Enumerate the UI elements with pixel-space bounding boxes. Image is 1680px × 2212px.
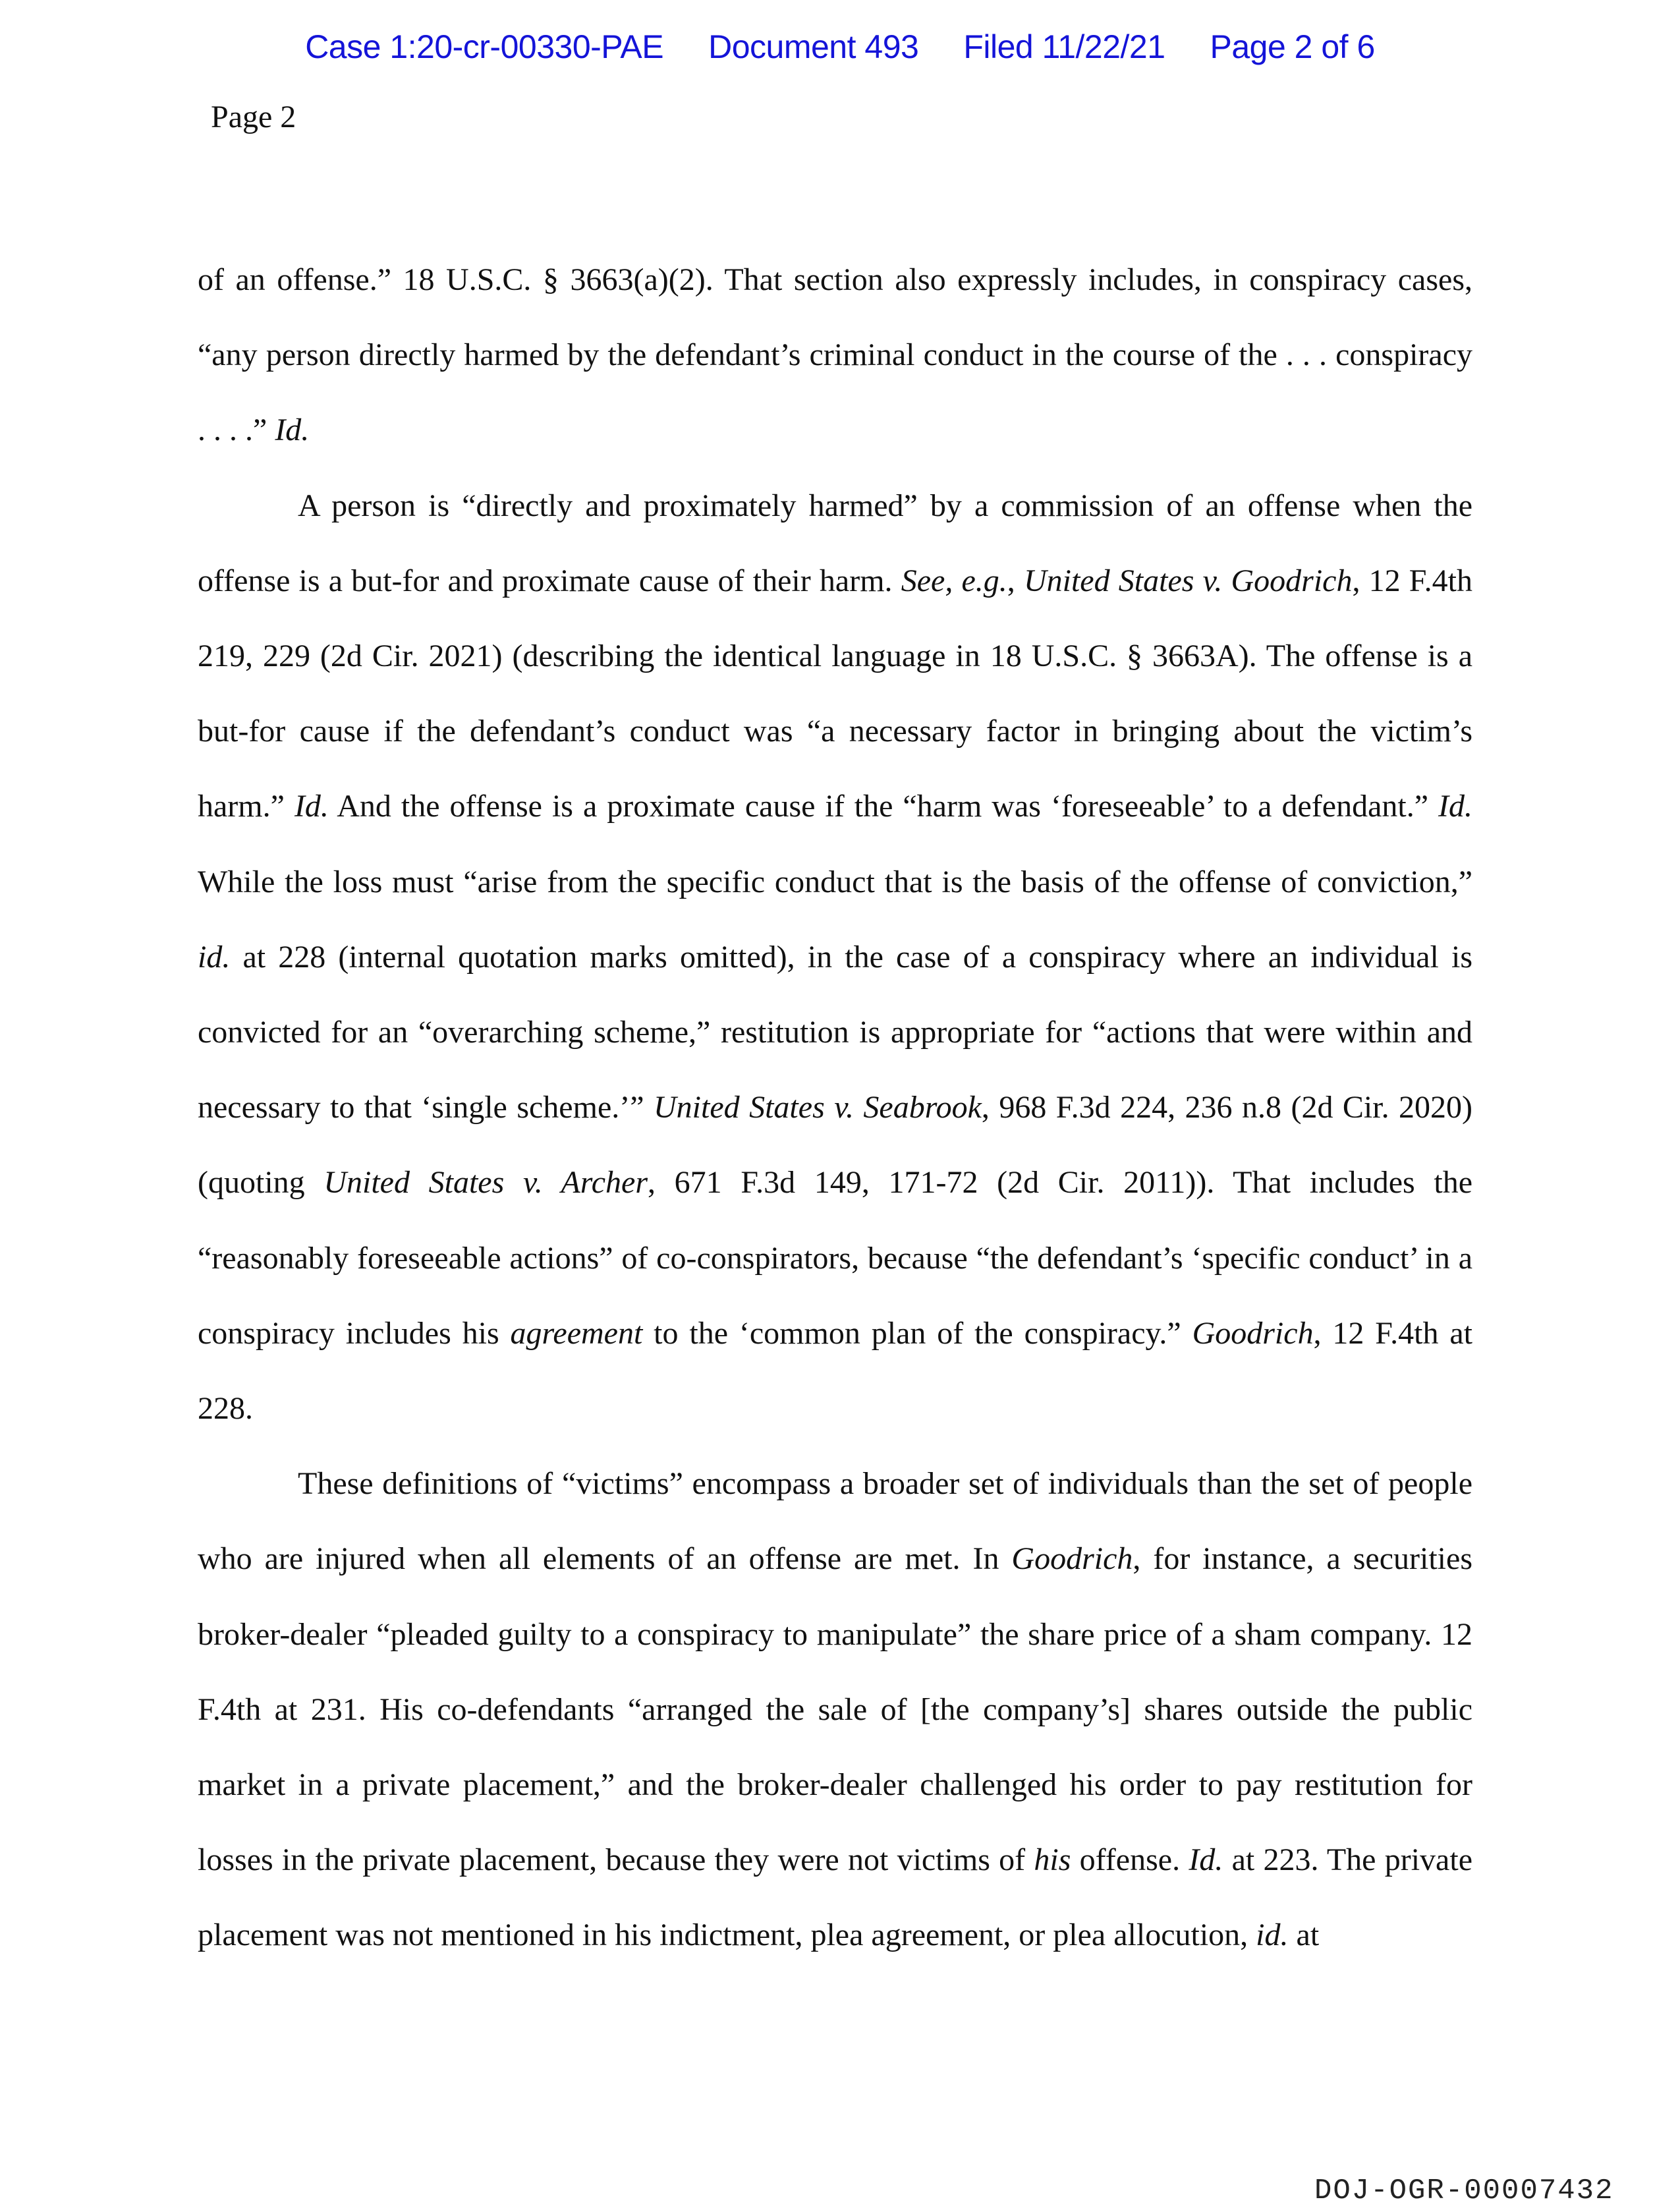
body-text: [198, 242, 1472, 1973]
italic-citation: agreement: [510, 1315, 643, 1351]
italic-citation: Goodrich: [1011, 1541, 1133, 1577]
text-run: , 12 F.4th 219, 229 (2d Cir. 2021) (describing the identical language in 18 U.S.C. § 3663A). The offense is a but-for cause if the defendant’s conduct was “a necessary factor in bringing about the victim’s harm.”: [198, 563, 1472, 824]
ecf-filing-header: [0, 28, 1680, 66]
text-run: of an offense.” 18 U.S.C. § 3663(a)(2). That section also expressly includes, in conspiracy cases, “any person directly harmed by the defendant’s criminal conduct in the course of the . . . conspiracy . . . .”: [198, 262, 1472, 448]
text-run: , 968 F.3d 224, 236 n.8 (2d Cir. 2020) (quoting: [198, 1090, 1473, 1201]
text-run: , 671 F.3d 149, 171-72 (2d Cir. 2011)). That includes the “reasonably foreseeable actions” of co-conspirators, because “the defendant’s ‘specific conduct’ in a conspiracy includes his: [198, 1165, 1473, 1351]
italic-citation: See, e.g.: [901, 563, 1007, 598]
text-run: And the offense is a proximate cause if the “harm was ‘foreseeable’ to a defendant.”: [328, 789, 1439, 824]
text-run: , for instance, a securities broker-dealer “pleaded guilty to a conspiracy to manipulate” the share price of a sham company. 12 F.4th at 231. His co-defendants “arranged the sale of [the company’s] shares outside the public market in a private placement,” and the broker-dealer challenged his order to pay restitution for losses in the private placement, because they were not victims of: [198, 1541, 1472, 1878]
case-number: Case 1:20-cr-00330-PAE: [305, 28, 664, 65]
italic-citation: id.: [198, 939, 231, 975]
text-run: These definitions of “victims” encompass a broader set of individuals than the set of people who are injured when all elements of an offense are met. In: [198, 1466, 1472, 1577]
text-run: While the loss must “arise from the specific conduct that is the basis of the offense of conviction,”: [198, 864, 1472, 899]
italic-citation: id.: [1256, 1917, 1289, 1953]
italic-citation: his: [1034, 1842, 1071, 1878]
text-run: at 228 (internal quotation marks omitted), in the case of a conspiracy where an individual is convicted for an “overarching scheme,” restitution is appropriate for “actions that were within and necessary to that ‘single scheme.’”: [198, 939, 1472, 1125]
text-run: ,: [1007, 563, 1024, 598]
italic-citation: Id.: [1189, 1842, 1223, 1878]
bates-stamp: DOJ-OGR-00007432: [1314, 2174, 1614, 2207]
page-count: Page 2 of 6: [1210, 28, 1375, 65]
document-number: Document 493: [708, 28, 919, 65]
text-run: offense.: [1071, 1842, 1189, 1878]
italic-citation: United States v. Archer: [323, 1165, 648, 1201]
italic-citation: Id.: [1438, 789, 1472, 824]
text-run: at: [1288, 1917, 1320, 1953]
italic-citation: United States v. Goodrich: [1023, 563, 1353, 598]
text-run: , 12 F.4th at 228.: [198, 1315, 1472, 1427]
text-run: A person is “directly and proximately harmed” by a commission of an offense when the offense is a but-for and proximate cause of their harm.: [198, 488, 1472, 598]
italic-citation: Goodrich: [1192, 1315, 1314, 1351]
italic-citation: Id.: [294, 789, 329, 824]
text-run: to the ‘common plan of the conspiracy.”: [642, 1315, 1192, 1351]
paragraph: [198, 242, 1472, 468]
page-label: Page 2: [211, 99, 296, 134]
paragraph: [198, 468, 1472, 1447]
italic-citation: Id.: [275, 412, 310, 448]
text-run: at 223. The private placement was not mentioned in his indictment, plea agreement, or plea allocution,: [198, 1842, 1472, 1953]
italic-citation: United States v. Seabrook: [654, 1090, 982, 1125]
filed-date: Filed 11/22/21: [963, 28, 1165, 65]
paragraph: [198, 1446, 1472, 1973]
